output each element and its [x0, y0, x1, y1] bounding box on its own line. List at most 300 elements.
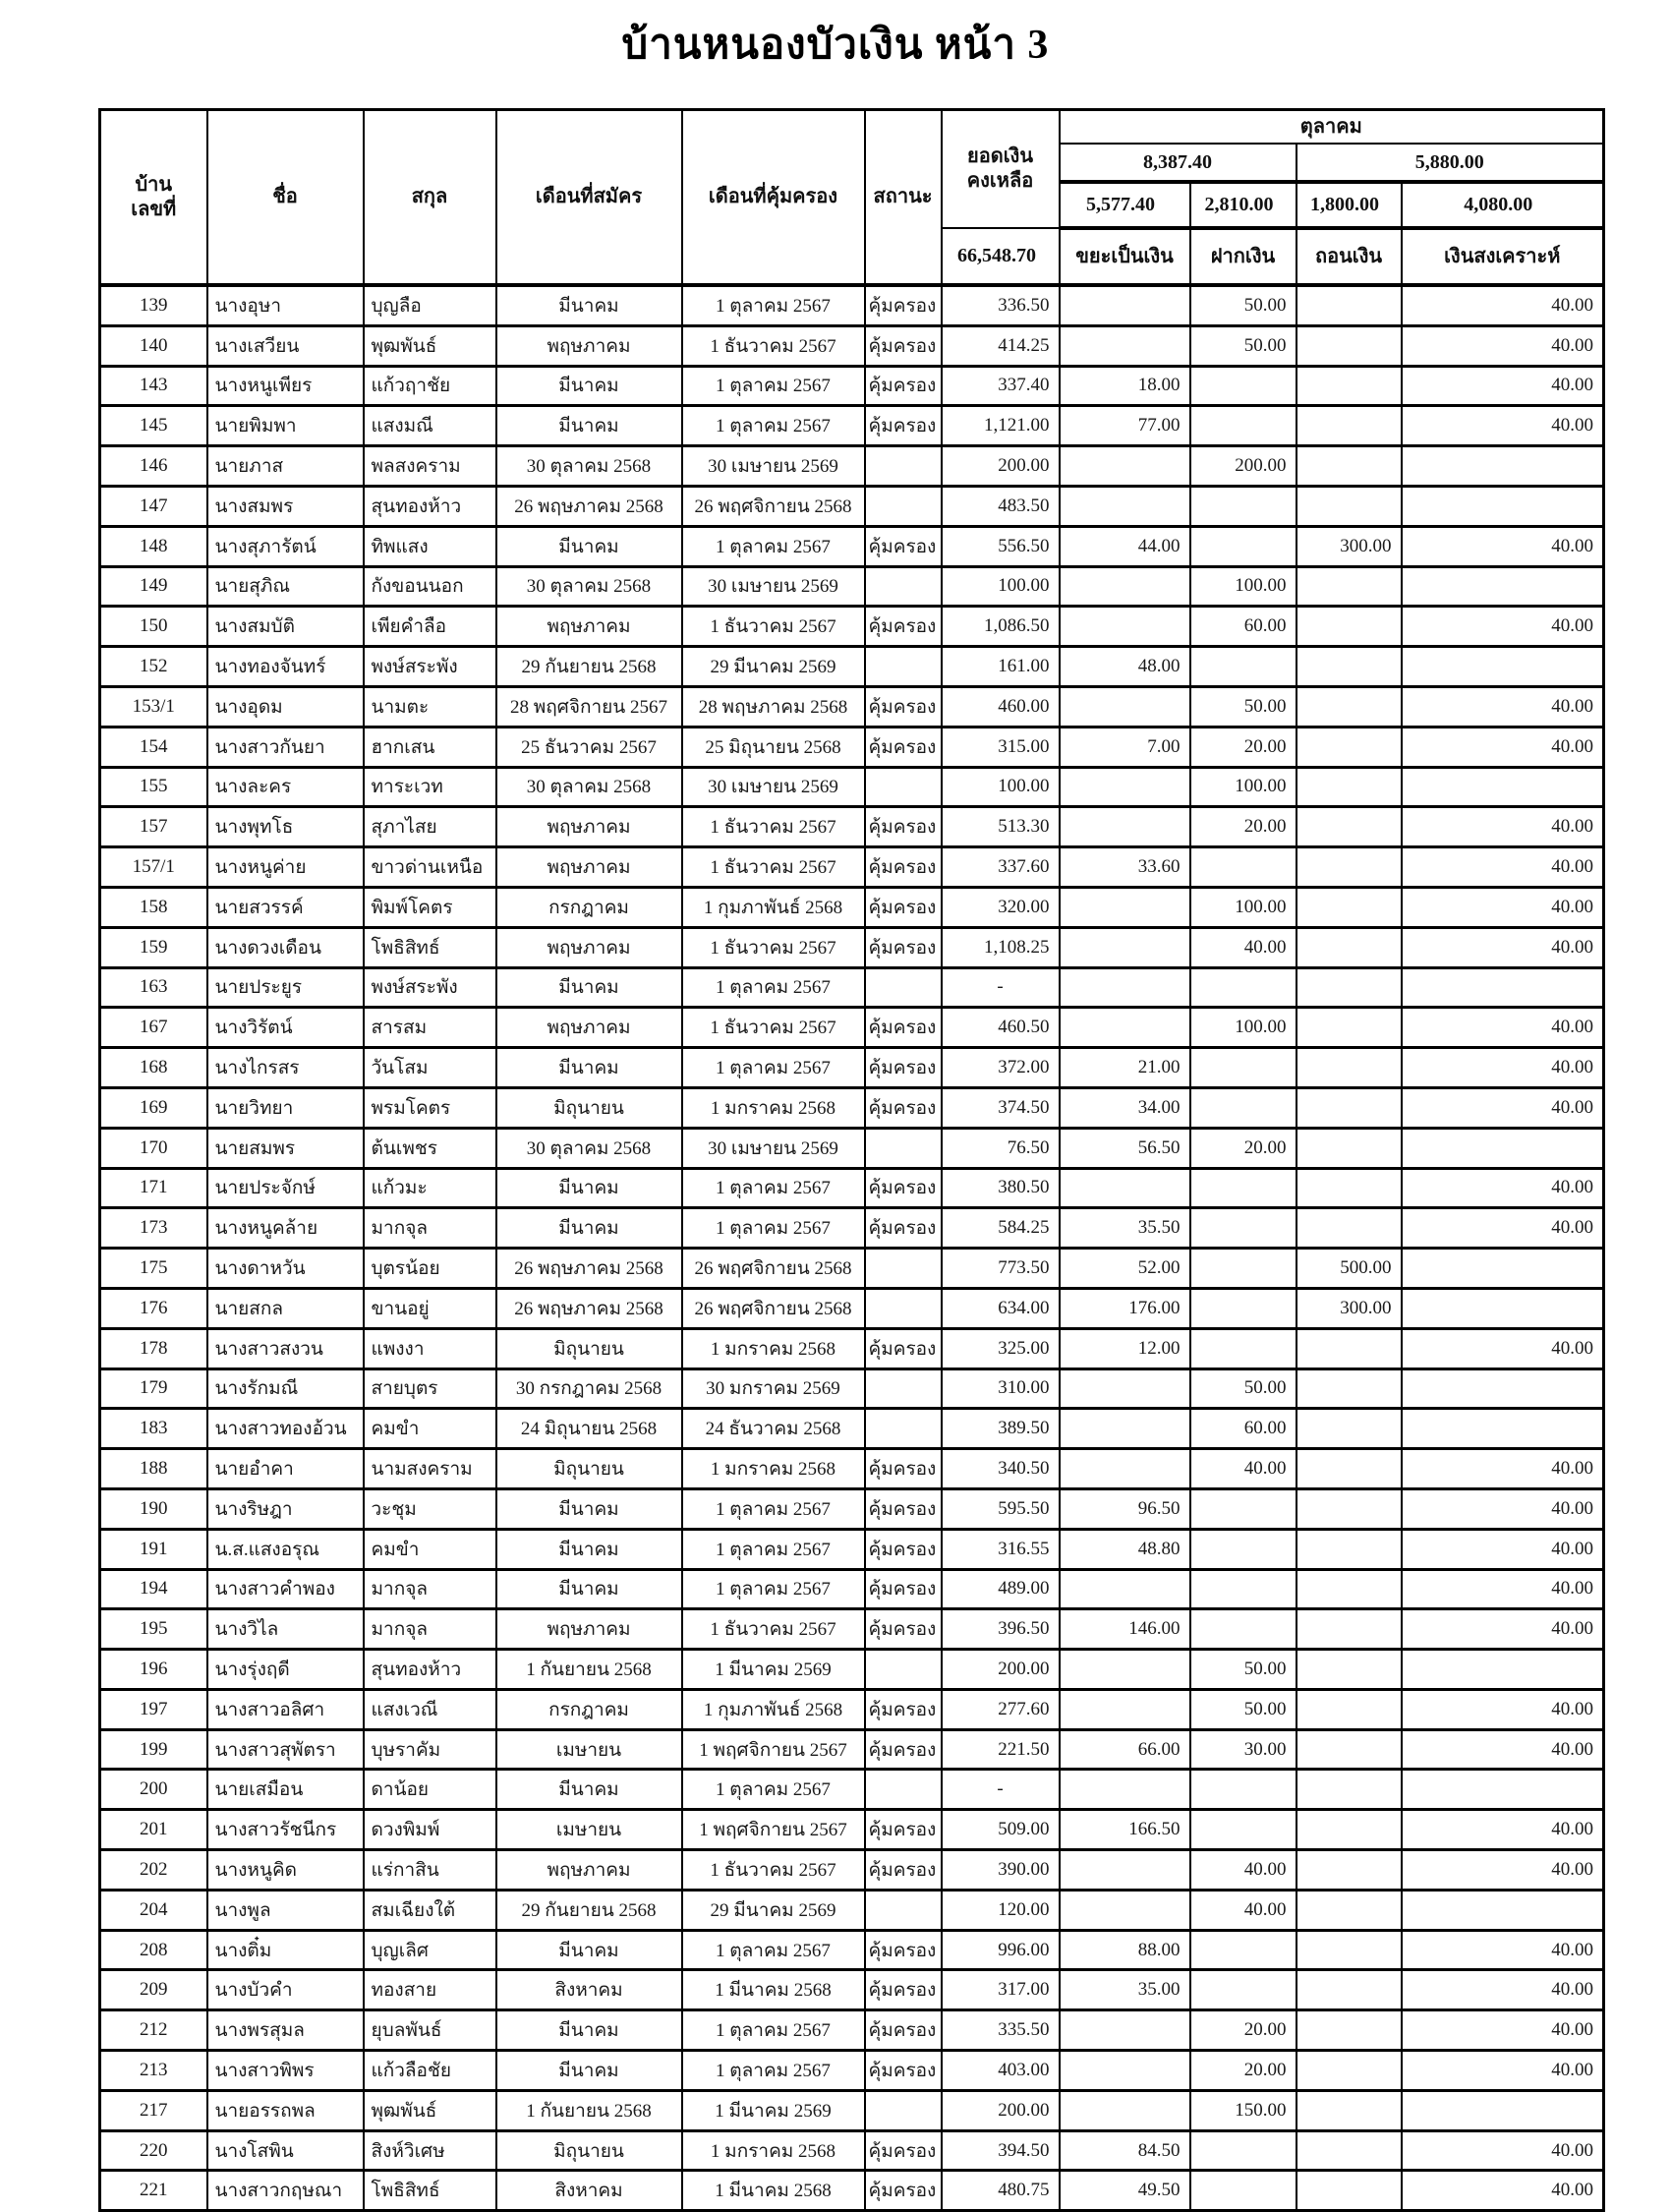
cell-withdrawal [1296, 2010, 1402, 2051]
cell-name: นางริษฎา [207, 1488, 364, 1529]
cell-house-no: 175 [100, 1249, 207, 1289]
balance-total: 66,548.70 [942, 228, 1060, 285]
cell-welfare: 40.00 [1402, 1970, 1604, 2010]
cell-balance: 317.00 [942, 1970, 1060, 2010]
cell-withdrawal [1296, 1048, 1402, 1088]
cell-name: นางวิไล [207, 1609, 364, 1650]
col-header-month-covered: เดือนที่คุ้มครอง [682, 110, 865, 286]
table-row [100, 446, 1604, 487]
cell-withdrawal [1296, 607, 1402, 647]
cell-deposit: 40.00 [1190, 1890, 1296, 1930]
cell-house-no: 183 [100, 1409, 207, 1449]
cell-month-covered: 30 เมษายน 2569 [682, 446, 865, 487]
cell-balance: 1,086.50 [942, 607, 1060, 647]
cell-status: คุ้มครอง [865, 1930, 942, 1970]
cell-name: นางดาหวัน [207, 1249, 364, 1289]
cell-welfare: 40.00 [1402, 1328, 1604, 1368]
table-row [100, 607, 1604, 647]
cell-welfare [1402, 647, 1604, 687]
cell-deposit [1190, 1488, 1296, 1529]
cell-deposit [1190, 1770, 1296, 1810]
cell-deposit [1190, 847, 1296, 888]
cell-surname: ต้นเพชร [364, 1128, 496, 1168]
cell-garbage-money: 35.50 [1060, 1208, 1190, 1249]
cell-surname: คมขำ [364, 1409, 496, 1449]
cell-month-applied: 26 พฤษภาคม 2568 [496, 1249, 682, 1289]
cell-house-no: 178 [100, 1328, 207, 1368]
cell-withdrawal [1296, 1569, 1402, 1609]
cell-garbage-money: 48.80 [1060, 1529, 1190, 1569]
cell-house-no: 163 [100, 967, 207, 1008]
cell-balance: 1,108.25 [942, 927, 1060, 967]
cell-month-covered: 1 มีนาคม 2568 [682, 1970, 865, 2010]
cell-deposit [1190, 1048, 1296, 1088]
cell-welfare: 40.00 [1402, 1850, 1604, 1891]
cell-surname: สารสม [364, 1008, 496, 1048]
table-row [100, 1650, 1604, 1690]
cell-balance: 340.50 [942, 1449, 1060, 1489]
cell-welfare: 40.00 [1402, 847, 1604, 888]
cell-garbage-money: 66.00 [1060, 1729, 1190, 1770]
cell-name: นางสาวอลิศา [207, 1689, 364, 1729]
cell-house-no: 204 [100, 1890, 207, 1930]
cell-month-applied: สิงหาคม [496, 2171, 682, 2211]
cell-month-applied: มีนาคม [496, 406, 682, 446]
cell-welfare: 40.00 [1402, 1689, 1604, 1729]
cell-month-covered: 1 มกราคม 2568 [682, 2130, 865, 2171]
cell-house-no: 220 [100, 2130, 207, 2171]
cell-deposit [1190, 1288, 1296, 1328]
cell-surname: พุฒพันธ์ [364, 325, 496, 366]
cell-deposit: 50.00 [1190, 285, 1296, 325]
cell-month-applied: มีนาคม [496, 1930, 682, 1970]
cell-month-covered: 1 ตุลาคม 2567 [682, 366, 865, 406]
cell-surname: ทองสาย [364, 1970, 496, 2010]
cell-name: นางสาวสงวน [207, 1328, 364, 1368]
cell-month-covered: 1 กุมภาพันธ์ 2568 [682, 887, 865, 927]
cell-deposit [1190, 1810, 1296, 1850]
cell-balance: - [942, 967, 1060, 1008]
cell-name: นายสวรรค์ [207, 887, 364, 927]
month-group-header: ตุลาคม [1060, 110, 1604, 145]
cell-name: นางโสพิน [207, 2130, 364, 2171]
cell-house-no: 176 [100, 1288, 207, 1328]
cell-welfare: 40.00 [1402, 727, 1604, 767]
cell-balance: 337.60 [942, 847, 1060, 888]
cell-house-no: 194 [100, 1569, 207, 1609]
cell-welfare [1402, 1770, 1604, 1810]
cell-garbage-money: 84.50 [1060, 2130, 1190, 2171]
col-total-garbage-money: 5,577.40 [1060, 182, 1190, 228]
cell-month-covered: 24 ธันวาคม 2568 [682, 1409, 865, 1449]
cell-balance: 396.50 [942, 1609, 1060, 1650]
cell-month-applied: มีนาคม [496, 1569, 682, 1609]
table-row [100, 727, 1604, 767]
cell-welfare: 40.00 [1402, 1529, 1604, 1569]
cell-withdrawal [1296, 285, 1402, 325]
cell-name: นางเสวียน [207, 325, 364, 366]
cell-deposit: 20.00 [1190, 727, 1296, 767]
cell-status [865, 1650, 942, 1690]
cell-deposit [1190, 2130, 1296, 2171]
cell-surname: ทิพแสง [364, 526, 496, 566]
cell-garbage-money [1060, 967, 1190, 1008]
table-row [100, 1689, 1604, 1729]
cell-withdrawal [1296, 686, 1402, 727]
cell-deposit: 60.00 [1190, 1409, 1296, 1449]
cell-surname: สุภาไสย [364, 807, 496, 847]
cell-month-covered: 25 มิถุนายน 2568 [682, 727, 865, 767]
cell-garbage-money: 96.50 [1060, 1488, 1190, 1529]
cell-house-no: 168 [100, 1048, 207, 1088]
cell-name: นางสาวคำพอง [207, 1569, 364, 1609]
cell-month-applied: มิถุนายน [496, 1328, 682, 1368]
cell-month-applied: พฤษภาคม [496, 607, 682, 647]
cell-status: คุ้มครอง [865, 887, 942, 927]
cell-name: นายเสมือน [207, 1770, 364, 1810]
cell-month-covered: 1 ตุลาคม 2567 [682, 2051, 865, 2091]
col-header-deposit: ฝากเงิน [1190, 228, 1296, 285]
cell-withdrawal [1296, 1689, 1402, 1729]
table-row [100, 887, 1604, 927]
cell-month-covered: 1 ธันวาคม 2567 [682, 807, 865, 847]
cell-status [865, 1890, 942, 1930]
cell-status: คุ้มครอง [865, 1328, 942, 1368]
cell-balance: 100.00 [942, 767, 1060, 807]
cell-welfare [1402, 1249, 1604, 1289]
cell-garbage-money [1060, 1449, 1190, 1489]
cell-name: นายสกล [207, 1288, 364, 1328]
cell-garbage-money: 56.50 [1060, 1128, 1190, 1168]
cell-garbage-money [1060, 486, 1190, 526]
cell-name: นายสุภิณ [207, 566, 364, 607]
cell-month-applied: มิถุนายน [496, 1087, 682, 1128]
cell-name: นางไกรสร [207, 1048, 364, 1088]
cell-welfare: 40.00 [1402, 1569, 1604, 1609]
cell-name: นางรักมณี [207, 1368, 364, 1409]
cell-withdrawal [1296, 727, 1402, 767]
cell-name: น.ส.แสงอรุณ [207, 1529, 364, 1569]
table-row [100, 647, 1604, 687]
col-header-withdrawal: ถอนเงิน [1296, 228, 1402, 285]
cell-welfare: 40.00 [1402, 686, 1604, 727]
cell-surname: ฮากเสน [364, 727, 496, 767]
table-row [100, 807, 1604, 847]
cell-month-covered: 1 ตุลาคม 2567 [682, 1488, 865, 1529]
cell-garbage-money: 166.50 [1060, 1810, 1190, 1850]
cell-status [865, 1128, 942, 1168]
table-row [100, 2171, 1604, 2211]
cell-month-covered: 1 ธันวาคม 2567 [682, 1008, 865, 1048]
cell-balance: 509.00 [942, 1810, 1060, 1850]
cell-house-no: 208 [100, 1930, 207, 1970]
cell-status: คุ้มครอง [865, 2010, 942, 2051]
cell-status: คุ้มครอง [865, 1850, 942, 1891]
cell-deposit [1190, 1569, 1296, 1609]
table-row [100, 1609, 1604, 1650]
cell-month-applied: มิถุนายน [496, 1449, 682, 1489]
cell-garbage-money [1060, 325, 1190, 366]
cell-month-applied: 30 ตุลาคม 2568 [496, 446, 682, 487]
table-row [100, 1168, 1604, 1208]
cell-deposit: 40.00 [1190, 1850, 1296, 1891]
cell-welfare: 40.00 [1402, 1208, 1604, 1249]
cell-surname: แสงเวณี [364, 1689, 496, 1729]
col-header-surname: สกุล [364, 110, 496, 286]
table-row [100, 1449, 1604, 1489]
cell-balance: 161.00 [942, 647, 1060, 687]
cell-month-applied: 30 กรกฎาคม 2568 [496, 1368, 682, 1409]
cell-house-no: 153/1 [100, 686, 207, 727]
cell-name: นางอุษา [207, 285, 364, 325]
cell-balance: 221.50 [942, 1729, 1060, 1770]
cell-balance: 483.50 [942, 486, 1060, 526]
cell-name: นางสุภารัตน์ [207, 526, 364, 566]
cell-month-covered: 1 ตุลาคม 2567 [682, 1770, 865, 1810]
cell-house-no: 158 [100, 887, 207, 927]
cell-withdrawal [1296, 967, 1402, 1008]
cell-month-applied: กรกฎาคม [496, 887, 682, 927]
cell-month-applied: 30 ตุลาคม 2568 [496, 767, 682, 807]
cell-deposit: 100.00 [1190, 767, 1296, 807]
cell-month-covered: 1 มกราคม 2568 [682, 1328, 865, 1368]
table-row [100, 1488, 1604, 1529]
cell-garbage-money: 12.00 [1060, 1328, 1190, 1368]
cell-welfare [1402, 1409, 1604, 1449]
cell-status [865, 1249, 942, 1289]
cell-welfare: 40.00 [1402, 1930, 1604, 1970]
cell-garbage-money: 18.00 [1060, 366, 1190, 406]
table-row [100, 1008, 1604, 1048]
cell-status: คุ้มครอง [865, 847, 942, 888]
col-total-welfare: 4,080.00 [1402, 182, 1604, 228]
cell-withdrawal: 300.00 [1296, 526, 1402, 566]
cell-month-covered: 1 ธันวาคม 2567 [682, 1609, 865, 1650]
cell-month-covered: 1 ตุลาคม 2567 [682, 1048, 865, 1088]
cell-month-applied: 29 กันยายน 2568 [496, 1890, 682, 1930]
cell-garbage-money [1060, 285, 1190, 325]
cell-house-no: 155 [100, 767, 207, 807]
cell-name: นายอรรถพล [207, 2090, 364, 2130]
table-row [100, 2130, 1604, 2171]
cell-house-no: 191 [100, 1529, 207, 1569]
cell-house-no: 212 [100, 2010, 207, 2051]
cell-status: คุ้มครอง [865, 1689, 942, 1729]
cell-garbage-money: 35.00 [1060, 1970, 1190, 2010]
cell-garbage-money [1060, 767, 1190, 807]
cell-name: นายประจักษ์ [207, 1168, 364, 1208]
cell-month-covered: 1 ตุลาคม 2567 [682, 406, 865, 446]
table-row [100, 767, 1604, 807]
cell-withdrawal: 500.00 [1296, 1249, 1402, 1289]
cell-status: คุ้มครอง [865, 1208, 942, 1249]
cell-month-applied: มีนาคม [496, 1529, 682, 1569]
cell-month-applied: 30 ตุลาคม 2568 [496, 1128, 682, 1168]
cell-welfare: 40.00 [1402, 2010, 1604, 2051]
cell-welfare [1402, 1890, 1604, 1930]
cell-balance: 310.00 [942, 1368, 1060, 1409]
cell-month-covered: 30 มกราคม 2569 [682, 1368, 865, 1409]
cell-month-covered: 1 ตุลาคม 2567 [682, 1569, 865, 1609]
cell-withdrawal [1296, 1449, 1402, 1489]
table-row [100, 325, 1604, 366]
cell-status: คุ้มครอง [865, 1810, 942, 1850]
cell-deposit: 50.00 [1190, 325, 1296, 366]
cell-deposit: 150.00 [1190, 2090, 1296, 2130]
cell-withdrawal [1296, 2130, 1402, 2171]
cell-welfare: 40.00 [1402, 887, 1604, 927]
cell-month-applied: 26 พฤษภาคม 2568 [496, 1288, 682, 1328]
cell-name: นายสมพร [207, 1128, 364, 1168]
cell-withdrawal [1296, 1529, 1402, 1569]
cell-withdrawal [1296, 847, 1402, 888]
cell-surname: สมเฉียงใต้ [364, 1890, 496, 1930]
cell-month-applied: กรกฎาคม [496, 1689, 682, 1729]
cell-garbage-money [1060, 1008, 1190, 1048]
cell-balance: 320.00 [942, 887, 1060, 927]
col-header-house-no [100, 110, 207, 286]
cell-balance: 277.60 [942, 1689, 1060, 1729]
col-total-deposit: 2,810.00 [1190, 182, 1296, 228]
cell-surname: พลสงคราม [364, 446, 496, 487]
cell-balance: 414.25 [942, 325, 1060, 366]
cell-surname: สิงห์วิเศษ [364, 2130, 496, 2171]
table-row [100, 1288, 1604, 1328]
cell-withdrawal [1296, 1488, 1402, 1529]
cell-month-covered: 26 พฤศจิกายน 2568 [682, 1249, 865, 1289]
cell-month-covered: 1 ตุลาคม 2567 [682, 2010, 865, 2051]
cell-surname: แก้วลือชัย [364, 2051, 496, 2091]
table-row [100, 2051, 1604, 2091]
cell-month-covered: 28 พฤษภาคม 2568 [682, 686, 865, 727]
cell-name: นางละคร [207, 767, 364, 807]
cell-withdrawal [1296, 325, 1402, 366]
cell-balance: 460.50 [942, 1008, 1060, 1048]
cell-deposit [1190, 1208, 1296, 1249]
cell-withdrawal [1296, 1890, 1402, 1930]
table-header [100, 110, 1604, 286]
cell-deposit [1190, 406, 1296, 446]
cell-welfare [1402, 486, 1604, 526]
cell-month-applied: มีนาคม [496, 285, 682, 325]
table-row [100, 1368, 1604, 1409]
cell-month-covered: 1 มีนาคม 2568 [682, 2171, 865, 2211]
cell-withdrawal [1296, 1650, 1402, 1690]
cell-surname: มากจุล [364, 1208, 496, 1249]
cell-status [865, 1368, 942, 1409]
cell-welfare: 40.00 [1402, 1729, 1604, 1770]
cell-garbage-money: 176.00 [1060, 1288, 1190, 1328]
cell-surname: โพธิสิทธ์ [364, 927, 496, 967]
cell-house-no: 145 [100, 406, 207, 446]
cell-status [865, 647, 942, 687]
cell-garbage-money: 21.00 [1060, 1048, 1190, 1088]
cell-status [865, 446, 942, 487]
cell-welfare [1402, 566, 1604, 607]
cell-garbage-money: 146.00 [1060, 1609, 1190, 1650]
cell-deposit [1190, 526, 1296, 566]
cell-status [865, 1770, 942, 1810]
cell-month-covered: 1 ธันวาคม 2567 [682, 607, 865, 647]
cell-welfare: 40.00 [1402, 366, 1604, 406]
cell-withdrawal [1296, 927, 1402, 967]
col-header-balance [942, 110, 1060, 229]
cell-withdrawal [1296, 1930, 1402, 1970]
table-row [100, 1249, 1604, 1289]
cell-surname: เพียคำลือ [364, 607, 496, 647]
cell-status: คุ้มครอง [865, 1008, 942, 1048]
cell-balance: 316.55 [942, 1529, 1060, 1569]
cell-month-applied: พฤษภาคม [496, 1008, 682, 1048]
cell-deposit: 20.00 [1190, 1128, 1296, 1168]
cell-withdrawal [1296, 1087, 1402, 1128]
cell-name: นางรุ่งฤดี [207, 1650, 364, 1690]
cell-house-no: 140 [100, 325, 207, 366]
cell-month-covered: 1 มีนาคม 2569 [682, 1650, 865, 1690]
cell-balance: 100.00 [942, 566, 1060, 607]
cell-name: นางดวงเดือน [207, 927, 364, 967]
cell-surname: พุฒพันธ์ [364, 2090, 496, 2130]
cell-month-applied: มีนาคม [496, 2051, 682, 2091]
col-total-withdrawal: 1,800.00 [1296, 182, 1402, 228]
col-header-house-no-line1: บ้าน [135, 173, 173, 196]
cell-surname: พิมพ์โคตร [364, 887, 496, 927]
cell-welfare: 40.00 [1402, 2051, 1604, 2091]
cell-name: นางสาวกันยา [207, 727, 364, 767]
cell-surname: คมขำ [364, 1529, 496, 1569]
cell-welfare [1402, 967, 1604, 1008]
cell-surname: สุนทองห้าว [364, 1650, 496, 1690]
cell-garbage-money [1060, 1770, 1190, 1810]
cell-status: คุ้มครอง [865, 2130, 942, 2171]
cell-surname: แพงงา [364, 1328, 496, 1368]
cell-month-applied: มีนาคม [496, 526, 682, 566]
cell-status [865, 1288, 942, 1328]
cell-surname: ดวงพิมพ์ [364, 1810, 496, 1850]
cell-month-applied: มีนาคม [496, 1208, 682, 1249]
cell-name: นางพุทโธ [207, 807, 364, 847]
cell-house-no: 190 [100, 1488, 207, 1529]
cell-status: คุ้มครอง [865, 2051, 942, 2091]
cell-surname: บุญลือ [364, 285, 496, 325]
cell-balance: 374.50 [942, 1087, 1060, 1128]
cell-deposit: 200.00 [1190, 446, 1296, 487]
cell-surname: แร่กาสิน [364, 1850, 496, 1891]
cell-withdrawal [1296, 1850, 1402, 1891]
cell-balance: 403.00 [942, 2051, 1060, 2091]
cell-withdrawal [1296, 366, 1402, 406]
cell-month-covered: 1 ตุลาคม 2567 [682, 967, 865, 1008]
cell-name: นางหนูเพียร [207, 366, 364, 406]
cell-garbage-money [1060, 1569, 1190, 1609]
cell-garbage-money: 34.00 [1060, 1087, 1190, 1128]
cell-deposit [1190, 1328, 1296, 1368]
cell-status: คุ้มครอง [865, 607, 942, 647]
cell-month-applied: พฤษภาคม [496, 927, 682, 967]
cell-balance: 556.50 [942, 526, 1060, 566]
table-row [100, 1890, 1604, 1930]
cell-month-covered: 1 ตุลาคม 2567 [682, 1208, 865, 1249]
cell-status [865, 2090, 942, 2130]
cell-name: นางสาวพิพร [207, 2051, 364, 2091]
cell-withdrawal [1296, 647, 1402, 687]
cell-month-applied: สิงหาคม [496, 1970, 682, 2010]
col-header-garbage-money: ขยะเป็นเงิน [1060, 228, 1190, 285]
cell-balance: - [942, 1770, 1060, 1810]
cell-balance: 634.00 [942, 1288, 1060, 1328]
cell-month-applied: พฤษภาคม [496, 325, 682, 366]
cell-garbage-money [1060, 2090, 1190, 2130]
